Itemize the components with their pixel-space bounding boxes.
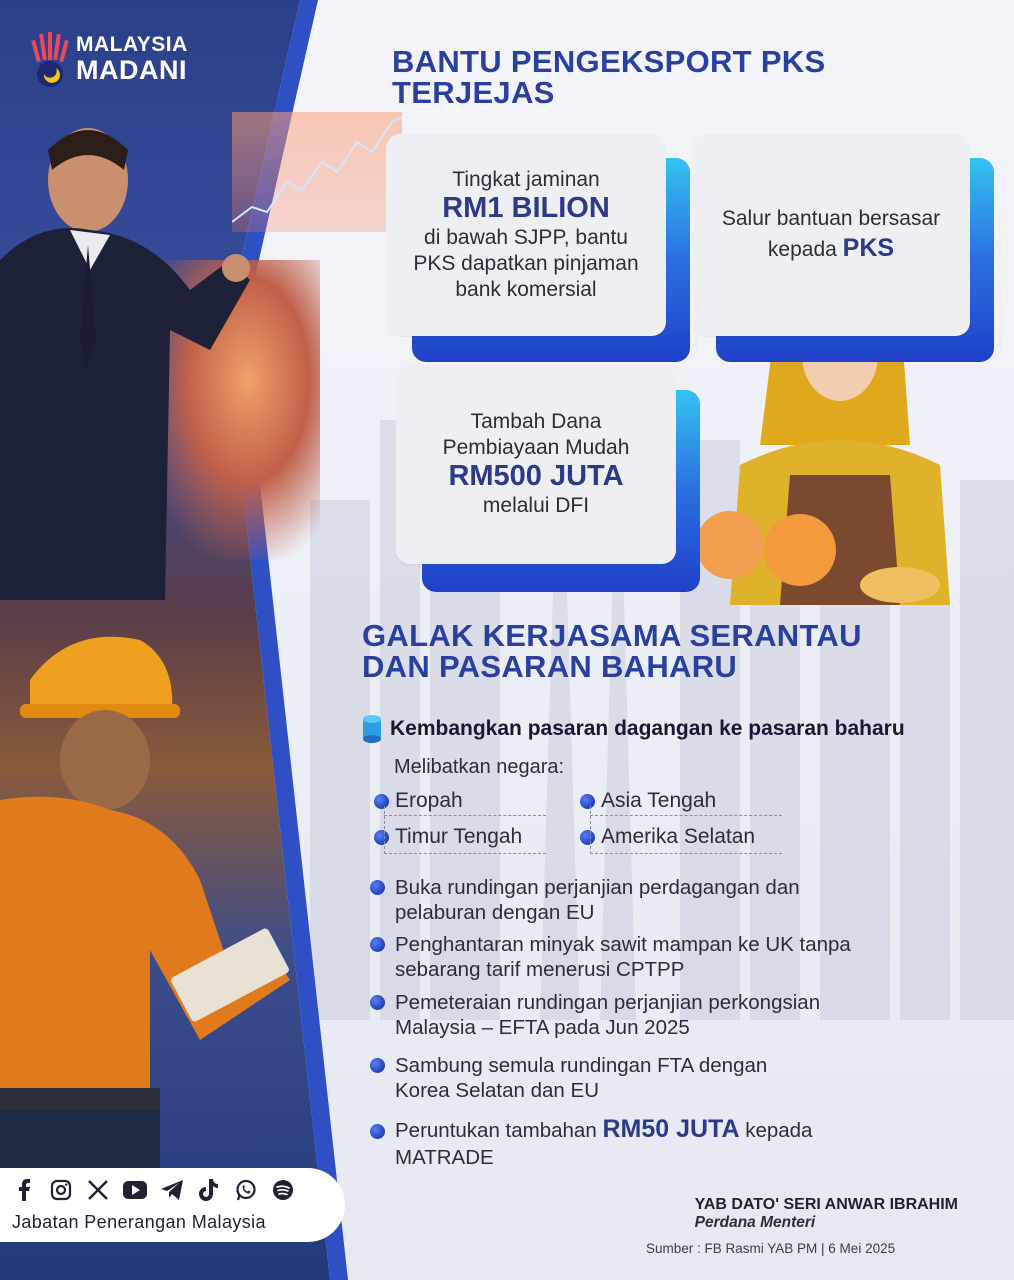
list-item-suffix: kepada [739, 1119, 813, 1142]
pm-name: YAB DATO' SERI ANWAR IBRAHIM [694, 1196, 958, 1213]
card3-line1: Tambah Dana [470, 409, 602, 433]
department-name: Jabatan Penerangan Malaysia [12, 1212, 266, 1232]
list-item-highlight: RM50 JUTA [602, 1115, 740, 1143]
card3-highlight: RM500 JUTA [448, 460, 624, 493]
cylinder-bullet-icon [362, 714, 382, 744]
logo-text-malaysia: MALAYSIA [76, 33, 188, 56]
list-item-line: pelaburan dengan EU [395, 901, 595, 924]
card-targeted-aid [692, 134, 994, 362]
madani-emblem-icon [30, 30, 70, 88]
list-item-line: Korea Selatan dan EU [395, 1079, 599, 1102]
section2-title-line1: GALAK KERJASAMA SERANTAU [362, 618, 862, 653]
source-note: Sumber : FB Rasmi YAB PM | 6 Mei 2025 [646, 1241, 896, 1256]
bullet-dot-icon [374, 830, 389, 845]
list-item-line: Pemeteraian rundingan perjanjian perkongsian [395, 991, 821, 1014]
card2-line1: Salur bantuan bersasar [721, 207, 941, 231]
instagram-icon[interactable] [49, 1178, 73, 1202]
bullet-dot-icon [370, 937, 385, 952]
list-item-line: sebarang tarif menerusi CPTPP [395, 958, 685, 981]
worker-figure [0, 620, 300, 1180]
list-item-line: Sambung semula rundingan FTA dengan [395, 1054, 768, 1077]
list-item-line: Buka rundingan perjanjian perdagangan dan [395, 876, 800, 899]
country-item [374, 825, 522, 849]
spotify-icon[interactable] [271, 1178, 295, 1202]
list-item-line: MATRADE [395, 1145, 494, 1169]
telegram-icon[interactable] [160, 1178, 184, 1202]
country-item [374, 789, 463, 813]
bullet-dot-icon [580, 794, 595, 809]
country-item [580, 825, 755, 849]
divider [590, 815, 782, 816]
x-icon[interactable] [86, 1178, 110, 1202]
card1-line1: Tingkat jaminan [452, 167, 600, 191]
card1-highlight: RM1 BILION [442, 191, 610, 224]
list-item [370, 1053, 970, 1103]
card2-highlight: PKS [842, 233, 895, 262]
list-item [370, 932, 970, 982]
subheading-text: Kembangkan pasaran dagangan ke pasaran baharu [390, 717, 905, 740]
list-item [370, 875, 970, 925]
tiktok-icon[interactable] [197, 1178, 221, 1202]
card1-line2: di bawah SJPP, bantu [424, 225, 628, 249]
list-item [370, 990, 970, 1040]
divider [384, 806, 385, 854]
card-body [692, 134, 970, 336]
card1-line3: PKS dapatkan pinjaman [413, 251, 639, 275]
card-body [396, 364, 676, 564]
involve-label: Melibatkan negara: [394, 756, 565, 778]
divider [384, 853, 546, 854]
whatsapp-icon[interactable] [234, 1178, 258, 1202]
bullet-dot-icon [370, 880, 385, 895]
country-label: Asia Tengah [601, 789, 717, 812]
country-label: Eropah [395, 789, 463, 812]
section2-title-line2: DAN PASARAN BAHARU [362, 649, 738, 684]
divider [590, 853, 782, 854]
section1-title-line1: BANTU PENGEKSPORT PKS [392, 44, 826, 79]
businessman-figure [0, 110, 260, 600]
pm-role: Perdana Menteri [694, 1214, 816, 1231]
list-item-line: Malaysia – EFTA pada Jun 2025 [395, 1016, 690, 1039]
market-expansion-subheading [362, 714, 905, 744]
bullet-dot-icon [580, 830, 595, 845]
country-label: Timur Tengah [395, 825, 523, 848]
country-label: Amerika Selatan [601, 825, 756, 848]
card1-line4: bank komersial [455, 278, 597, 302]
section1-title [392, 46, 825, 108]
social-footer [0, 1168, 345, 1242]
divider [590, 806, 591, 854]
bullet-dot-icon [374, 794, 389, 809]
list-item [370, 1114, 970, 1170]
bullet-dot-icon [370, 1058, 385, 1073]
list-item-prefix: Peruntukan tambahan [395, 1119, 603, 1142]
section2-title [362, 620, 862, 682]
card-sjpp-guarantee [386, 134, 690, 362]
malaysia-madani-logo [30, 30, 188, 88]
card-body [386, 134, 666, 336]
social-icons-row [12, 1176, 345, 1204]
youtube-icon[interactable] [123, 1178, 147, 1202]
pm-credit [695, 1196, 958, 1232]
card-financing-fund [396, 364, 700, 592]
card3-line2: Pembiayaan Mudah [442, 435, 630, 459]
card2-line2-prefix: kepada [767, 237, 843, 261]
section1-title-line2: TERJEJAS [392, 75, 555, 110]
divider [384, 815, 546, 816]
facebook-icon[interactable] [12, 1178, 36, 1202]
card3-line3: melalui DFI [482, 494, 590, 518]
bullet-dot-icon [370, 995, 385, 1010]
logo-text-madani: MADANI [76, 55, 187, 85]
country-item [580, 789, 716, 813]
list-item-line: Penghantaran minyak sawit mampan ke UK tanpa [395, 933, 851, 956]
bullet-dot-icon [370, 1124, 385, 1139]
